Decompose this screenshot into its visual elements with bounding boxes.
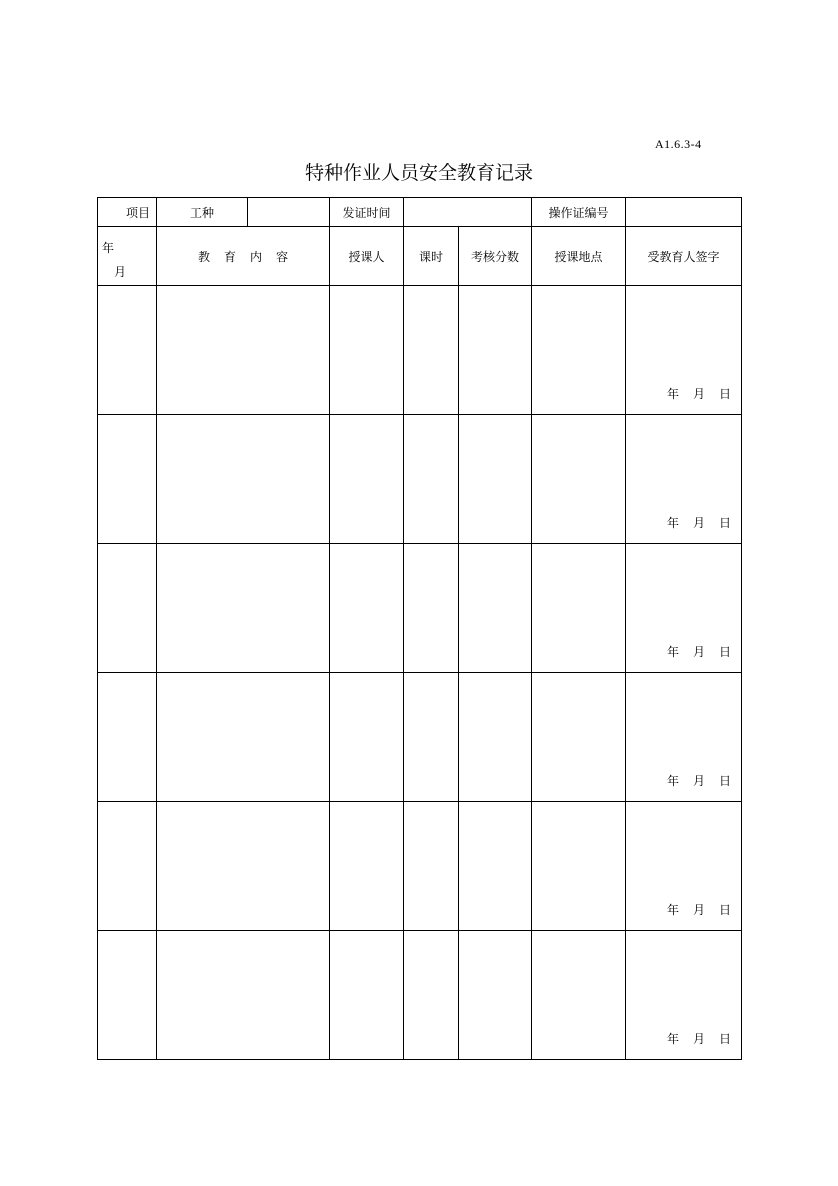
hours-cell[interactable] [404,673,459,802]
score-cell[interactable] [459,544,532,673]
sig-month-label: 月 [692,387,705,401]
hours-cell[interactable] [404,931,459,1060]
lecturer-cell[interactable] [330,673,404,802]
year-label: 年 [102,241,115,255]
signature-cell[interactable] [626,673,742,802]
issue-time-label: 发证时间 [330,198,404,227]
hours-cell[interactable] [404,415,459,544]
sig-year-label: 年 [666,1032,679,1046]
sig-year-label: 年 [666,516,679,530]
signature-date [667,385,731,402]
content-cell[interactable] [157,931,330,1060]
document-title: 特种作业人员安全教育记录 [304,162,533,184]
lecturer-cell[interactable] [330,415,404,544]
content-cell[interactable] [157,673,330,802]
hours-cell[interactable] [404,802,459,931]
table-row [98,544,742,673]
location-cell[interactable] [532,931,626,1060]
issue-time-value[interactable] [404,198,532,227]
sig-month-label: 月 [692,516,705,530]
lecturer-header: 授课人 [330,227,404,286]
sig-month-label: 月 [692,774,705,788]
signature-cell[interactable] [626,802,742,931]
content-cell[interactable] [157,415,330,544]
date-cell[interactable] [98,544,157,673]
lecturer-cell[interactable] [330,931,404,1060]
date-cell[interactable] [98,673,157,802]
sig-day-label: 日 [718,903,731,917]
sig-year-label: 年 [666,387,679,401]
signature-date [667,643,731,660]
location-cell[interactable] [532,802,626,931]
sig-day-label: 日 [718,645,731,659]
lecturer-cell[interactable] [330,286,404,415]
date-cell[interactable] [98,802,157,931]
sig-day-label: 日 [718,774,731,788]
signature-date [667,1030,731,1047]
sig-year-label: 年 [666,903,679,917]
table-row [98,931,742,1060]
score-cell[interactable] [459,931,532,1060]
content-header: 教育内容 [157,227,330,286]
score-header: 考核分数 [459,227,532,286]
sig-year-label: 年 [666,774,679,788]
sig-day-label: 日 [718,387,731,401]
table-row [98,286,742,415]
score-cell[interactable] [459,286,532,415]
sig-month-label: 月 [692,1032,705,1046]
content-cell[interactable] [157,802,330,931]
cert-number-label: 操作证编号 [532,198,626,227]
date-cell[interactable] [98,415,157,544]
sig-month-label: 月 [692,645,705,659]
location-cell[interactable] [532,544,626,673]
education-record-table [97,197,742,1060]
header-row-columns [98,227,742,286]
location-header: 授课地点 [532,227,626,286]
signature-cell[interactable] [626,286,742,415]
date-cell[interactable] [98,286,157,415]
signature-date [667,514,731,531]
location-cell[interactable] [532,673,626,802]
header-row-info [98,198,742,227]
table-row [98,415,742,544]
score-cell[interactable] [459,673,532,802]
lecturer-cell[interactable] [330,544,404,673]
signature-header: 受教育人签字 [626,227,742,286]
table-row [98,673,742,802]
document-code: A1.6.3-4 [655,137,702,151]
content-cell[interactable] [157,544,330,673]
sig-year-label: 年 [666,645,679,659]
score-cell[interactable] [459,415,532,544]
table-row [98,802,742,931]
hours-header: 课时 [404,227,459,286]
date-cell[interactable] [98,931,157,1060]
signature-cell[interactable] [626,544,742,673]
location-cell[interactable] [532,286,626,415]
job-type-label: 工种 [157,198,248,227]
signature-date [667,772,731,789]
location-cell[interactable] [532,415,626,544]
signature-date [667,901,731,918]
sig-month-label: 月 [692,903,705,917]
project-label: 项目 [98,198,157,227]
score-cell[interactable] [459,802,532,931]
hours-cell[interactable] [404,286,459,415]
year-month-header [98,227,157,286]
lecturer-cell[interactable] [330,802,404,931]
cert-number-value[interactable] [626,198,742,227]
hours-cell[interactable] [404,544,459,673]
signature-cell[interactable] [626,415,742,544]
month-label: 月 [114,265,127,279]
job-type-value[interactable] [248,198,330,227]
sig-day-label: 日 [718,516,731,530]
content-cell[interactable] [157,286,330,415]
signature-cell[interactable] [626,931,742,1060]
sig-day-label: 日 [718,1032,731,1046]
